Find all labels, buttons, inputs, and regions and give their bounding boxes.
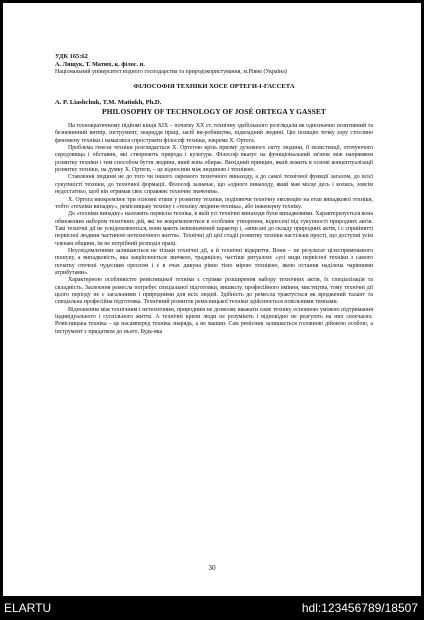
repository-name: ELARTU [4, 601, 52, 615]
handle-identifier: hdl:123456789/18507 [301, 601, 418, 615]
body-paragraph: Неусвідомленими залишаються не тільки технічні дії, а й технічні відкриття. Вони – не результат цілеспрямованого пошуку, а випадковість, яка закріплюється звичкою, традицією, частіше ритуалом: «усі види первісної техніки з самого початку оточені чудесним ореолом і є в очах дикуна рівно тією мірою технікою, якою остання наділена чарівними атрибутами». [55, 247, 373, 276]
document-page [3, 3, 421, 596]
authors-english: A. P. Liashchuk, T.M. Matiukh, Ph.D. [55, 99, 162, 107]
viewer-footer-bar [0, 596, 424, 620]
affiliation: Національний університет водного господарства та природокористування, м.Рівне (Україна) [55, 68, 287, 75]
body-paragraph: Ставлення людини не до того чи іншого окремого технічного винаходу, а до самої технічної функції загалом, до всієї сукупності техніки, до технічної формації. Філософ зазначає, що «одного винаходу, який мав місце десь і колись, зовсім недостатньо, щоб він отримав своє справжнє технічне значення». [55, 174, 373, 196]
body-paragraph: Відношення між технічним і нетехнічним, природним не дозволяє вважати саме техніку основною умовою підтримання індивідуального і суспільного життя. А технічні кризи люди не розуміють і відповідно не реагують на них своєчасно. Ремісницька техніка – це насамперед техніка знарядь, а не машин. Сам ремісник залишається головною дійовою особою, а інструмент є придатком до нього. Будь-яка [55, 306, 373, 335]
page-content [55, 53, 373, 336]
article-body [55, 123, 373, 336]
udc-code: УДК 165:62 [55, 53, 88, 60]
authors-ukrainian: А. Лящук, Т. Матюх, к. філос. н. [55, 61, 145, 69]
body-paragraph: До «техніки випадку» належить первісна техніка, в якій усі технічні винаходи були випадковими. Характеризується вона обмеженим набором технічних дій, які не вокремлюються в особливе утворення, віднесені від сукупності природних актів. Такі технічні дії не усвідомлюються, вони мають невизначений характер і, «вписані до складу природних актів, і с сприйняттi первісної людини частиною нетехнічного життя». Технічні дії цієї стадії розвитку техніки настільки прості, що доступні усім членам общини, їм не потрібний розподіл праці. [55, 211, 373, 247]
page-number: 30 [208, 564, 216, 572]
body-paragraph: Х. Ортега виокремлює три основні етапи у розвитку техніки, подіпяючи технічну еволюцію на етап випадкової техніки, тобто «техніки випадку», ремісницьку техніку і «техніку людини-техніка», або інженерну техніку. [55, 196, 373, 210]
title-ukrainian: ФІЛОСОФІЯ ТЕХНІКИ ХОСЕ ОРТЕГИ-І-ГАССЕТА [133, 83, 295, 91]
body-paragraph: Характерною особливістю ремісницької техніки є стрімке розширення набору технічних актів, їх спеціалізація та складність. Засвоєння ремесла потребує спеціальної підготовки, вишколу, професійного вміння, мистецтва, тому технічні дії цього періоду не є загальними і природними для всіх людей. Здібність до ремесла трактується як вроджений талант та спеціальна професійна підготовка. Технічний розвиток ремісницької техніки здійснюється повільними темпами. [55, 277, 373, 306]
body-paragraph: На технократичному підйомі кінця XIX – початку XX ст. технічну здебільшого розглядали як однозначно позитивний та безневинний витвір, інструмент, знаряддя праці, засіб ви-робництва, підвладний людині. Цю позицію точку зору стосовно феномену техніки і намагався спростувати філософ техніки, зокрема Х. Ортега. [55, 123, 373, 144]
title-english: PHILOSOPHY OF TECHNOLOGY OF JOSÉ ORTEGA Y GASSET [102, 106, 326, 116]
body-paragraph: Проблема генези техніки розглядається Х. Ортегою крізь призму духовного світу людини, її екзистенції, оточуючого середовища і обставин, які створюють природа і культура. Філософ вказує на функціональний зв'язок між напрямком розвитку техніки і тим способом буття людини, який вона обирає. Вихідний принцип, який лежить в основі концептуалізації розвитку техніки, на думку Х. Ортеги, – це відносини між людиною і технікою. [55, 145, 373, 174]
